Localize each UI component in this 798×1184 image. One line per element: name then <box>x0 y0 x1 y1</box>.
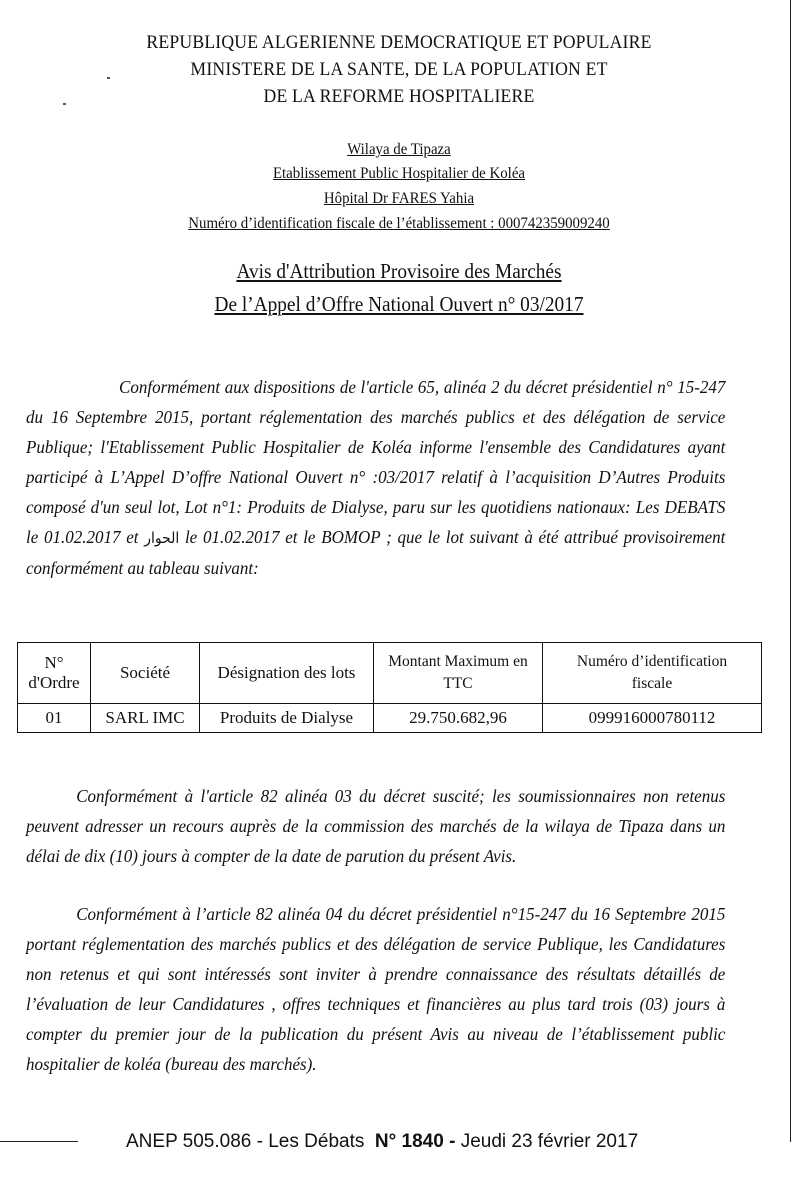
header-designation: Désignation des lots <box>200 643 374 704</box>
arabic-newspaper-name: الحوار <box>144 529 180 547</box>
header-nif <box>543 643 762 704</box>
fiscal-id-line: Numéro d’identification fiscale de l’établissement : 000742359009240 <box>188 215 610 232</box>
header-nif-line1: Numéro d’identification <box>576 653 728 670</box>
header-ordre-line1: N° <box>44 653 64 672</box>
footer-date: Jeudi 23 février 2017 <box>460 1131 639 1152</box>
cell-nif: 099916000780112 <box>543 704 762 733</box>
attribution-table <box>17 642 762 733</box>
header-ordre <box>18 643 91 704</box>
paragraph-recourse-text: Conformément à l'article 82 alinéa 03 du décret suscité; les soumissionnaires non retenus peuvent adresser un recours auprès de la commission des marchés de la wilaya de Tipaza dans un délai de dix (10) jours à compter de la date de parution du présent Avis. <box>26 786 726 866</box>
header-ordre-line2: d'Ordre <box>28 673 80 692</box>
wilaya-line: Wilaya de Tipaza <box>347 141 451 158</box>
establishment-line: Etablissement Public Hospitalier de Koléa <box>272 165 526 182</box>
header-montant-line1: Montant Maximum en <box>388 653 528 670</box>
footer-publication <box>126 1130 638 1154</box>
paragraph-intro <box>26 372 725 583</box>
header-nif-line2: fiscale <box>631 675 673 692</box>
header-reform: DE LA REFORME HOSPITALIERE <box>263 86 535 107</box>
footer-anep: ANEP 505.086 - Les Débats <box>126 1131 365 1152</box>
header-ministry: MINISTERE DE LA SANTE, DE LA POPULATION ET <box>190 59 608 80</box>
paragraph-recourse <box>26 781 725 871</box>
cell-montant: 29.750.682,96 <box>374 704 543 733</box>
table-row <box>18 704 762 733</box>
cell-ordre: 01 <box>18 704 91 733</box>
notice-title: Avis d'Attribution Provisoire des Marchés <box>236 259 562 283</box>
header-montant-line2: TTC <box>443 675 473 692</box>
paragraph-intro-text-end: le 01.02.2017 et le BOMOP ; que le lot suivant à été attribué provisoirement conformément au tableau suivant: <box>26 527 726 578</box>
hospital-line: Hôpital Dr FARES Yahia <box>323 190 475 207</box>
notice-subtitle: De l’Appel d’Offre National Ouvert n° 03/2017 <box>214 292 584 316</box>
paragraph-results-text: Conformément à l’article 82 alinéa 04 du décret présidentiel n°15-247 du 16 Septembre 2015 portant réglementation des marchés publics et des délégation de service Publique, les Candidatures non retenus et qui sont intéressés sont inviter à prendre connaissance des résultats détaillés de l’évaluation de leur Candidatures , offres techniques et financières au plus tard trois (03) jours à compter du premier jour de la publication du présent Avis au niveau de l’établissement public hospitalier de koléa (bureau des marchés). <box>26 904 726 1074</box>
page-right-border <box>790 0 791 1142</box>
table-header-row <box>18 643 762 704</box>
cell-societe: SARL IMC <box>91 704 200 733</box>
footer-rule <box>0 1141 78 1142</box>
paragraph-intro-text: Conformément aux dispositions de l'article 65, alinéa 2 du décret présidentiel n° 15-247 du 16 Septembre 2015, portant réglementation des marchés publics et des délégation de service Publique; l'Etablissement Public Hospitalier de Koléa informe l'ensemble des Candidatures ayant participé à L’Appel D’offre National Ouvert n° :03/2017 relatif à l’acquisition D’Autres Produits composé d'un seul lot, Lot n°1: Produits de Dialyse, paru sur les quotidiens nationaux: Les DEBATS le 01.02.2017 et <box>26 377 726 547</box>
footer-issue-number: N° 1840 - <box>374 1131 456 1152</box>
cell-designation: Produits de Dialyse <box>200 704 374 733</box>
header-republic: REPUBLIQUE ALGERIENNE DEMOCRATIQUE ET POPULAIRE <box>146 32 652 53</box>
header-societe: Société <box>91 643 200 704</box>
paragraph-results <box>26 899 725 1079</box>
header-montant <box>374 643 543 704</box>
